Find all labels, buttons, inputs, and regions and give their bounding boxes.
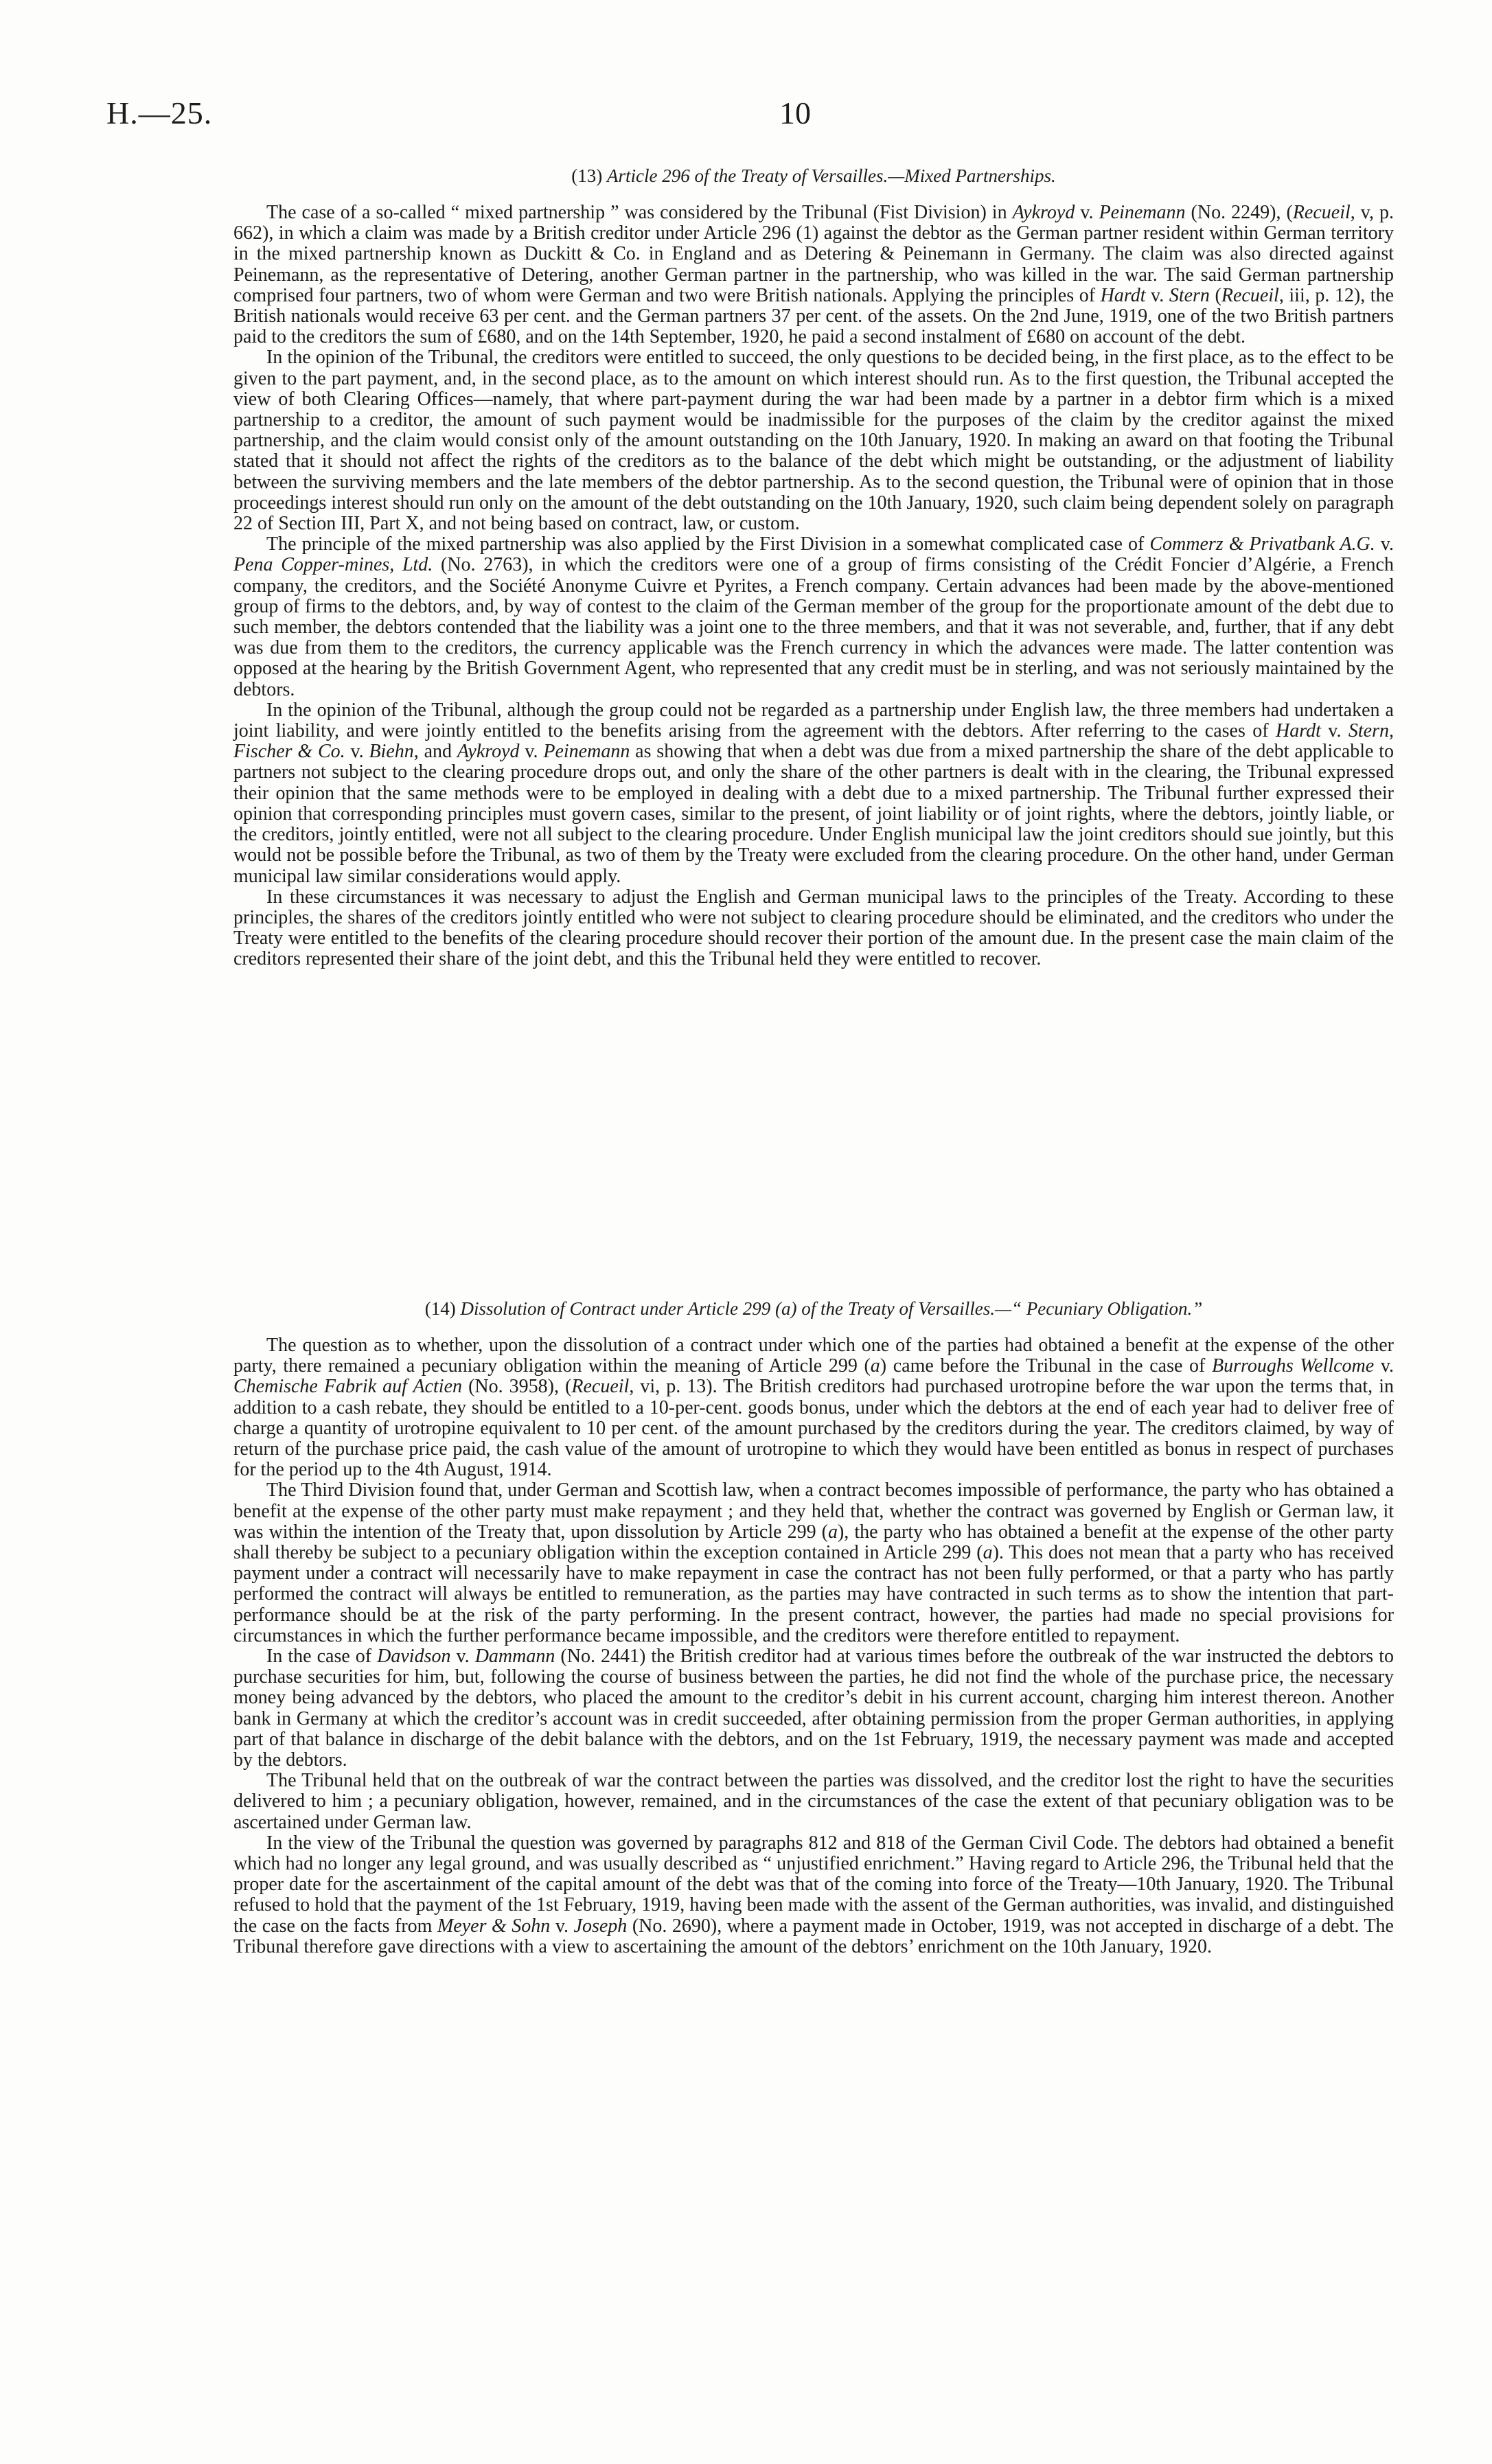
text-run: (No. 2441) the British creditor had at various times before the outbreak of the war instructed the debtors to purchase securities for him, but, following the course of business between the parties, he did not find the whole of the purchase price, the necessary money being advanced by the debtors, who placed the amount to the creditor’s debit in his current account, charging him interest thereon. Another bank in Germany at which the creditor’s account was in credit succeeded, after obtaining permission from the proper German authorities, in applying part of that balance in discharge of the debit balance with the debtors, and on the 1st February, 1919, the necessary payment was made and accepted by the debtors. [233, 1646, 1394, 1771]
section-heading-13 [233, 165, 1394, 187]
paragraph [233, 534, 1394, 700]
text-run: In the opinion of the Tribunal, the creditors were entitled to succeed, the only questions to be decided being, in the first place, as to the effect to be given to the part payment, and, in the second place, as to the amount on which interest should run. As to the first question, the Tribunal accepted the view of both Clearing Offices—namely, that where part-payment during the war had been made by a partner in a debtor firm which is a mixed partnership to a creditor, the amount of such payment would be inadmissible for the purposes of the claim by the creditor against the mixed partnership, and the claim would consist only of the amount outstanding on the 10th January, 1920. In making an award on that footing the Tribunal stated that it should not affect the rights of the creditors as to the balance of the debt which might be outstanding, or the adjustment of liability between the surviving members and the late members of the debtor partnership. As to the second question, the Tribunal were of opinion that in those proceedings interest should run only on the amount of the debt outstanding on the 10th January, 1920, such claim being dependent solely on paragraph 22 of Section III, Part X, and not being based on contract, law, or custom. [233, 347, 1394, 535]
section-body-13 [233, 203, 1394, 970]
text-run: (No. 2763), in which the creditors were one of a group of firms consisting of the Crédit Foncier d’Algérie, a French company, the creditors, and the Société Anonyme Cuivre et Pyrites, a French company. Certain advances had been made by the above-mentioned group of firms to the debtors, and, by way of contest to the claim of the German member of the group for the proportionate amount of the debt due to such member, the debtors contended that the liability was a joint one to the three members, and that it was not severable, and, further, that if any debt was due from them to the creditors, the currency applicable was the French currency in which the advances were made. The latter contention was opposed at the hearing by the British Government Agent, who represented that any credit must be in sterling, and was not seriously maintained by the debtors. [233, 554, 1394, 700]
italic-text: Hardt [1276, 720, 1321, 742]
text-run: v. [345, 741, 369, 763]
italic-text: Pena Copper-mines, Ltd. [233, 554, 433, 576]
paragraph [233, 347, 1394, 534]
italic-text: Stern [1169, 284, 1210, 306]
text-run: In these circumstances it was necessary to adjust the English and German municipal laws to the principles of the Treaty. According to these principles, the shares of the creditors jointly entitled who were not subject to clearing procedure should be eliminated, and the creditors who under the Treaty were entitled to the benefits of the clearing procedure should recover their portion of the amount due. In the present case the main claim of the creditors represented their share of the joint debt, and this the Tribunal held they were entitled to recover. [233, 886, 1394, 970]
text-run: ) came before the Tribunal in the case of [880, 1355, 1212, 1377]
italic-text: Meyer & Sohn [437, 1915, 551, 1937]
text-run: , vi, p. 13). The British creditors had purchased urotropine before the war upon the terms that, in addition to a cash rebate, they should be entitled to a 10-per-cent. goods bonus, under which the debtors at the end of each year had to deliver free of charge a quantity of urotropine equivalent to 10 per cent. of the amount purchased by the creditors during the year. The creditors claimed, by way of return of the purchase price paid, the cash value of the amount of urotropine to which they would have been entitled as bonus in respect of purchases for the period up to the 4th August, 1914. [233, 1376, 1394, 1481]
section-title: Article 296 of the Treaty of Versailles.—Mixed Partnerships. [607, 165, 1056, 186]
text-run: v. [519, 741, 544, 763]
text-run: The question as to whether, upon the dissolution of a contract under which one of the parties had obtained a benefit at the expense of the other party, there remained a pecuniary obligation within the meaning of Article 299 ( [233, 1335, 1394, 1377]
text-run: In the opinion of the Tribunal, although the group could not be regarded as a partnership under English law, the three members had undertaken a joint liability, and were jointly entitled to the benefits arising from the agreement with the debtors. After referring to the cases of [233, 699, 1394, 742]
italic-text: Recueil [1221, 284, 1279, 306]
italic-text: a [827, 1521, 838, 1543]
italic-text: Commerz & Privatbank A.G. [1149, 533, 1375, 555]
paragraph [233, 1771, 1394, 1833]
text-run: v. [1145, 284, 1169, 306]
paragraph [233, 1480, 1394, 1646]
italic-text: Aykroyd [457, 741, 520, 763]
text-run: In the view of the Tribunal the question was governed by paragraphs 812 and 818 of the German Civil Code. The debtors had obtained a benefit which had no longer any legal ground, and was usually described as “ unjustified enrichment.” Having regard to Article 296, the Tribunal held that the proper date for the ascertainment of the capital amount of the debt was that of the coming into force of the Treaty—10th January, 1920. The Tribunal refused to hold that the payment of the 1st February, 1919, having been made with the assent of the German authorities, was invalid, and distinguished the case on the facts from [233, 1832, 1394, 1937]
text-run: (No. 2690), where a payment made in October, 1919, was not accepted in discharge of a debt. The Tribunal therefore gave directions with a view to ascertaining the amount of the debtors’ enrichment on the 10th January, 1920. [233, 1915, 1394, 1957]
italic-text: Peinemann [543, 741, 630, 763]
italic-text: Stern, Fischer & Co. [233, 720, 1394, 763]
italic-text: Biehn [369, 741, 414, 763]
text-run: as showing that when a debt was due from a mixed partnership the share of the debt applicable to partners not subject to the clearing procedure drops out, and only the share of the other partners is dealt with in the clearing, the Tribunal expressed their opinion that the same methods were to be employed in dealing with a debt due to a mixed partnership. The Tribunal further expressed their opinion that corresponding principles must govern cases, similar to the present, of joint liability or of joint rights, where the debtors, jointly liable, or the creditors, jointly entitled, were not all subject to the clearing procedure. Under English municipal law the joint creditors should sue jointly, but this would not be possible before the Tribunal, as two of them by the Treaty were excluded from the clearing procedure. On the other hand, under German municipal law similar considerations would apply. [233, 741, 1394, 887]
paragraph [233, 1646, 1394, 1771]
text-run: The Tribunal held that on the outbreak of war the contract between the parties was dissolved, and the creditor lost the right to have the securities delivered to him ; a pecuniary obligation, however, remained, and in the circumstances of the case the extent of that pecuniary obligation was to be ascertained under German law. [233, 1770, 1394, 1833]
text-run: The case of a so-called “ mixed partnership ” was considered by the Tribunal (Fist Division) in [266, 202, 1013, 223]
paragraph [233, 203, 1394, 347]
paragraph [233, 1833, 1394, 1957]
text-run: The Third Division found that, under German and Scottish law, when a contract becomes impossible of performance, the party who has obtained a benefit at the expense of the other party must make repayment ; and they held that, whether the contract was governed by English or German law, it was within the intention of the Treaty that, upon dissolution by Article 299 ( [233, 1479, 1394, 1543]
text-run: , and [413, 741, 457, 763]
text-run: , iii, p. 12), the British nationals would receive 63 per cent. and the German partners 37 per cent. of the assets. On the 2nd June, 1919, one of the two British partners paid to the creditors the sum of £680, and on the 14th September, 1920, he paid a second instalment of £680 on account of the debt. [233, 284, 1395, 348]
text-run: v. [450, 1646, 475, 1668]
page-reference: H.—25. [106, 95, 213, 130]
italic-text: Recueil [571, 1376, 630, 1398]
italic-text: Joseph [573, 1915, 628, 1937]
text-run: The principle of the mixed partnership was also applied by the First Division in a somewhat complicated case of [266, 533, 1150, 555]
italic-text: a [870, 1355, 880, 1377]
section-number: (14) [424, 1298, 456, 1319]
italic-text: Davidson [377, 1646, 451, 1668]
text-run: v. [1374, 1355, 1394, 1377]
page-number: 10 [779, 95, 811, 130]
text-run: v. [1320, 720, 1348, 742]
text-run: (No. 3958), ( [462, 1376, 572, 1398]
paragraph [233, 1335, 1394, 1480]
section-title: Dissolution of Contract under Article 299 (a) of the Treaty of Versailles.— [460, 1298, 1011, 1319]
paragraph [233, 700, 1394, 887]
text-run: , v, p. 662), in which a claim was made by a British creditor under Article 296 (1) against the debtor as the German partner resident within German territory in the mixed partnership known as Duckitt & Co. in England and as Detering & Peinemann in Germany. The claim was also directed against Peinemann, as the representative of Detering, another German partner in the partnership, who was killed in the war. The said German partnership comprised four partners, two of whom were German and two were British nationals. Applying the principles of [233, 202, 1394, 306]
text-run: ), the party who has obtained a benefit at the expense of the other party shall thereby be subject to a pecuniary obligation within the exception contained in Article 299 ( [233, 1521, 1395, 1564]
italic-text: a [983, 1542, 993, 1564]
section-body-14 [233, 1335, 1394, 1957]
italic-text: Dammann [474, 1646, 555, 1668]
paragraph [233, 887, 1394, 970]
italic-text: Chemische Fabrik auf Actien [233, 1376, 463, 1398]
section-number: (13) [571, 165, 603, 186]
text-run: ). This does not mean that a party who has received payment under a contract will necessarily have to make repayment in case the contract has not been fully performed, or that a party who has partly performed the contract will always be entitled to remuneration, as the parties may have contracted in such terms as to show the intention that part-performance should be at the risk of the party performing. In the present contract, however, the parties had made no special provisions for circumstances in which the further performance became impossible, and the creditors were therefore entitled to repayment. [233, 1542, 1395, 1646]
italic-text: Recueil [1292, 202, 1351, 223]
italic-text: Peinemann [1099, 202, 1186, 223]
italic-text: Hardt [1100, 284, 1146, 306]
section-title-quote: “ Pecuniary Obligation.” [1011, 1298, 1203, 1319]
text-run: v. [1075, 202, 1099, 223]
text-run: v. [1375, 533, 1394, 555]
text-run: (No. 2249), ( [1185, 202, 1293, 223]
italic-text: Aykroyd [1012, 202, 1075, 223]
italic-text: Burroughs Wellcome [1211, 1355, 1375, 1377]
section-heading-14 [233, 1298, 1394, 1320]
text-run: ( [1209, 284, 1221, 306]
text-run: In the case of [266, 1646, 378, 1668]
text-run: v. [550, 1915, 574, 1937]
